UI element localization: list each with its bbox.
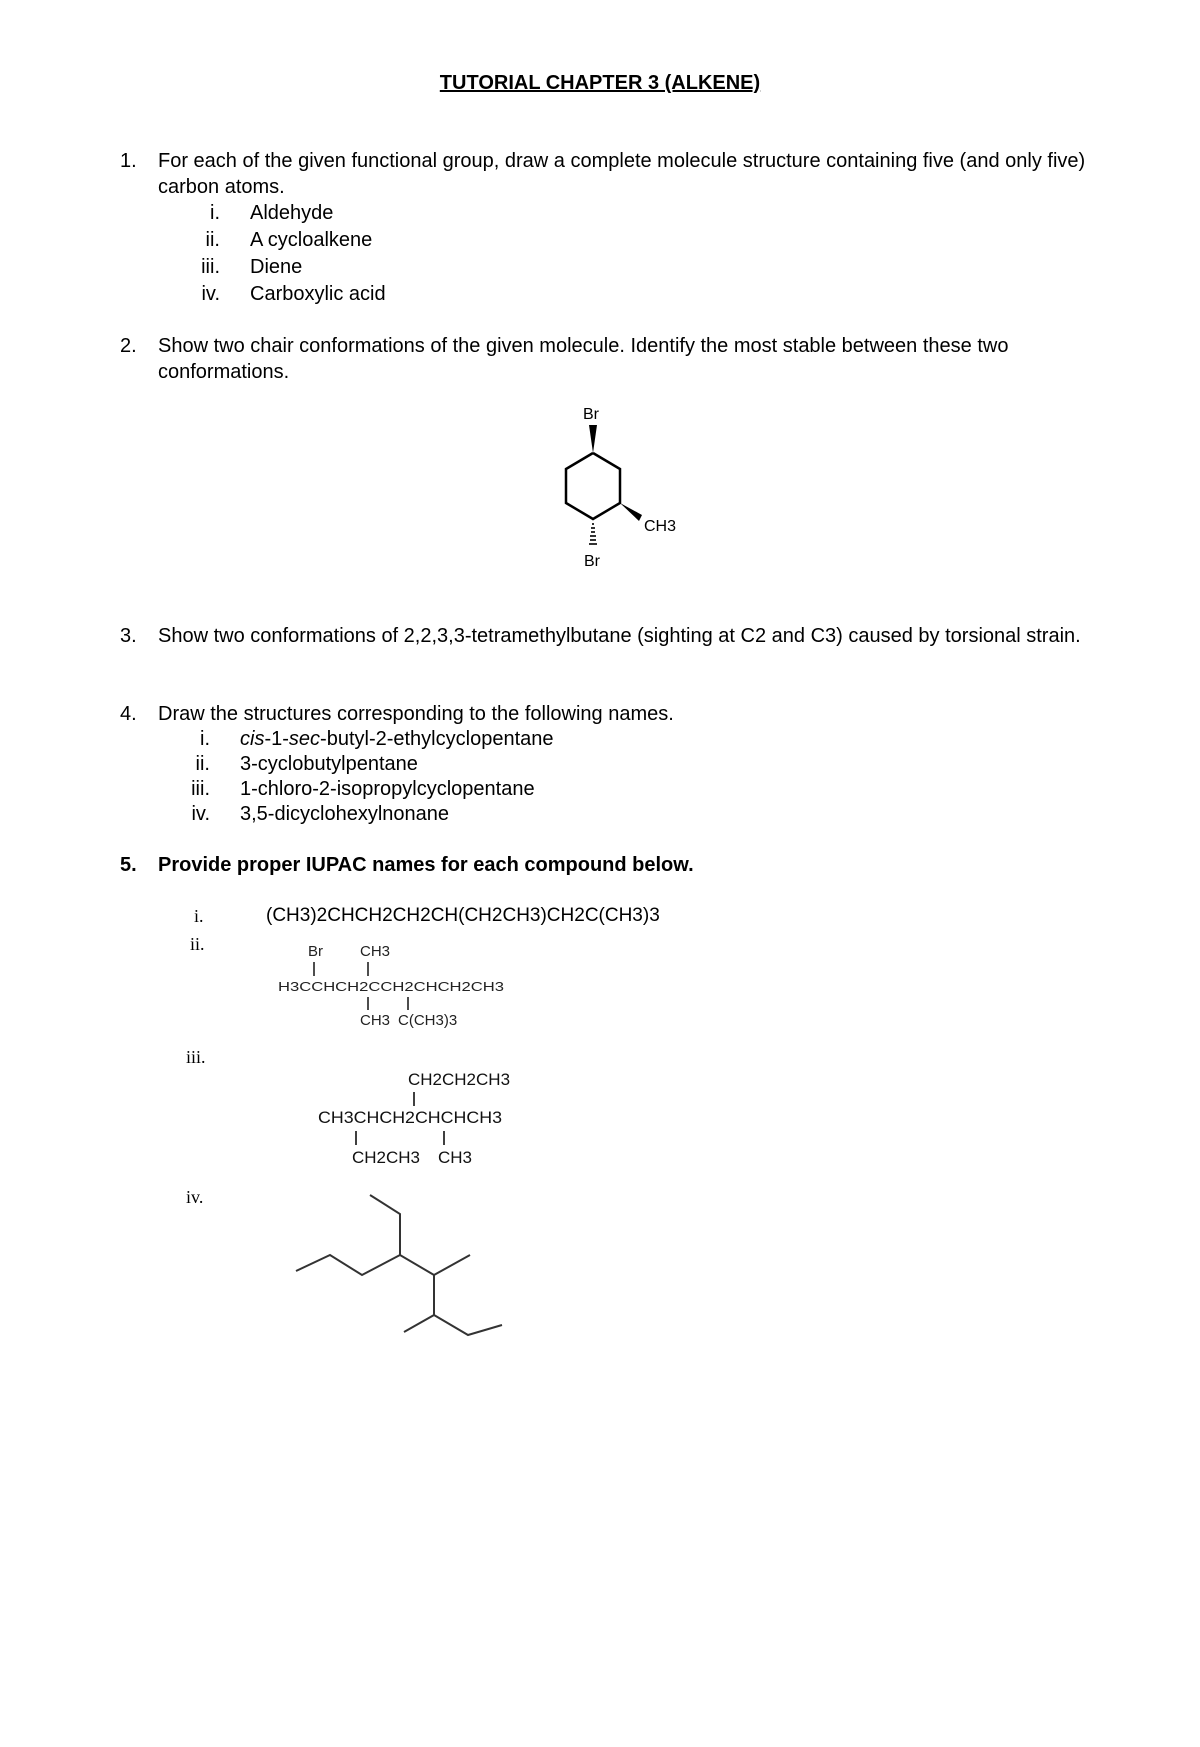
main-chain: CH3CHCH2CHCHCH3 (318, 1108, 502, 1127)
substituent-propyl: CH2CH2CH3 (408, 1070, 510, 1089)
compound-ii-structure (270, 938, 510, 1030)
item-text: A cycloalkene (250, 229, 373, 251)
text-part: -butyl-2-ethylcyclopentane (320, 728, 554, 750)
item-text: 3-cyclobutylpentane (240, 753, 418, 775)
item-numeral: ii. (190, 934, 205, 954)
question-1 (120, 148, 1120, 200)
structure-label-br-top: Br (583, 406, 599, 423)
structure-label-br-bottom: Br (584, 553, 600, 570)
item-text: Aldehyde (250, 202, 334, 224)
item-text: Diene (250, 256, 303, 278)
main-chain: H3CCHCH2CCH2CHCH2CH3 (278, 979, 504, 994)
compound-iii-structure (310, 1065, 510, 1180)
item-numeral: i. (210, 202, 220, 224)
cyclohexane-ring (566, 453, 620, 519)
substituent-ch3: CH3 (360, 943, 391, 960)
italic-prefix: cis (240, 728, 265, 750)
item-numeral: ii. (195, 753, 210, 775)
item-numeral: i. (194, 906, 204, 926)
item-numeral: iv. (201, 283, 220, 305)
item-text (240, 726, 554, 752)
item-numeral: iv. (191, 803, 210, 825)
question-number: 4. (120, 703, 137, 725)
question-number: 3. (120, 625, 137, 647)
wedge-bond (589, 425, 597, 453)
item-numeral: iv. (186, 1187, 204, 1207)
item-numeral: iii. (191, 778, 210, 800)
question-number: 2. (120, 335, 137, 357)
hashed-bond (589, 524, 597, 544)
substituent-ch3: CH3 (438, 1148, 473, 1167)
item-numeral: iii. (201, 256, 220, 278)
question-number: 1. (120, 150, 137, 172)
item-numeral: ii. (205, 229, 220, 251)
wedge-bond (620, 503, 642, 521)
question-text: Show two conformations of 2,2,3,3-tetramethylbutane (sighting at C2 and C3) caused by torsional strain. (158, 625, 1081, 647)
skeletal-bonds (296, 1195, 502, 1335)
item-numeral: iii. (186, 1047, 206, 1067)
question-text: Provide proper IUPAC names for each compound below. (158, 854, 694, 876)
text-part: -1- (264, 728, 289, 750)
question-text: Draw the structures corresponding to the following names. (158, 703, 674, 725)
structure-label-ch3: CH3 (644, 518, 677, 535)
question-5 (120, 852, 1120, 878)
item-text: 3,5-dicyclohexylnonane (240, 803, 450, 825)
compound-iv-skeletal-structure (280, 1180, 530, 1340)
item-text: Carboxylic acid (250, 283, 386, 305)
substituent-ch3: CH3 (360, 1012, 391, 1029)
question-text: For each of the given functional group, draw a complete molecule structure containing five (and only five) carbon atoms. (158, 150, 1086, 198)
question-number: 5. (120, 854, 137, 876)
page-title: TUTORIAL CHAPTER 3 (ALKENE) (439, 72, 761, 94)
compound-i-formula: (CH3)2CHCH2CH2CH(CH2CH3)CH2C(CH3)3 (266, 905, 660, 926)
dibromo-methylcyclohexane-structure (540, 398, 700, 573)
item-text: 1-chloro-2-isopropylcyclopentane (240, 778, 535, 800)
substituent-ethyl: CH2CH3 (352, 1148, 421, 1167)
question-4 (120, 701, 1120, 727)
substituent-tert-butyl: C(CH3)3 (398, 1012, 458, 1029)
question-text: Show two chair conformations of the given molecule. Identify the most stable between these two conformations. (158, 335, 1009, 383)
question-3 (120, 623, 1120, 649)
substituent-br: Br (308, 943, 323, 960)
item-numeral: i. (200, 728, 210, 750)
question-2 (120, 333, 1120, 385)
italic-prefix: sec (288, 728, 321, 750)
